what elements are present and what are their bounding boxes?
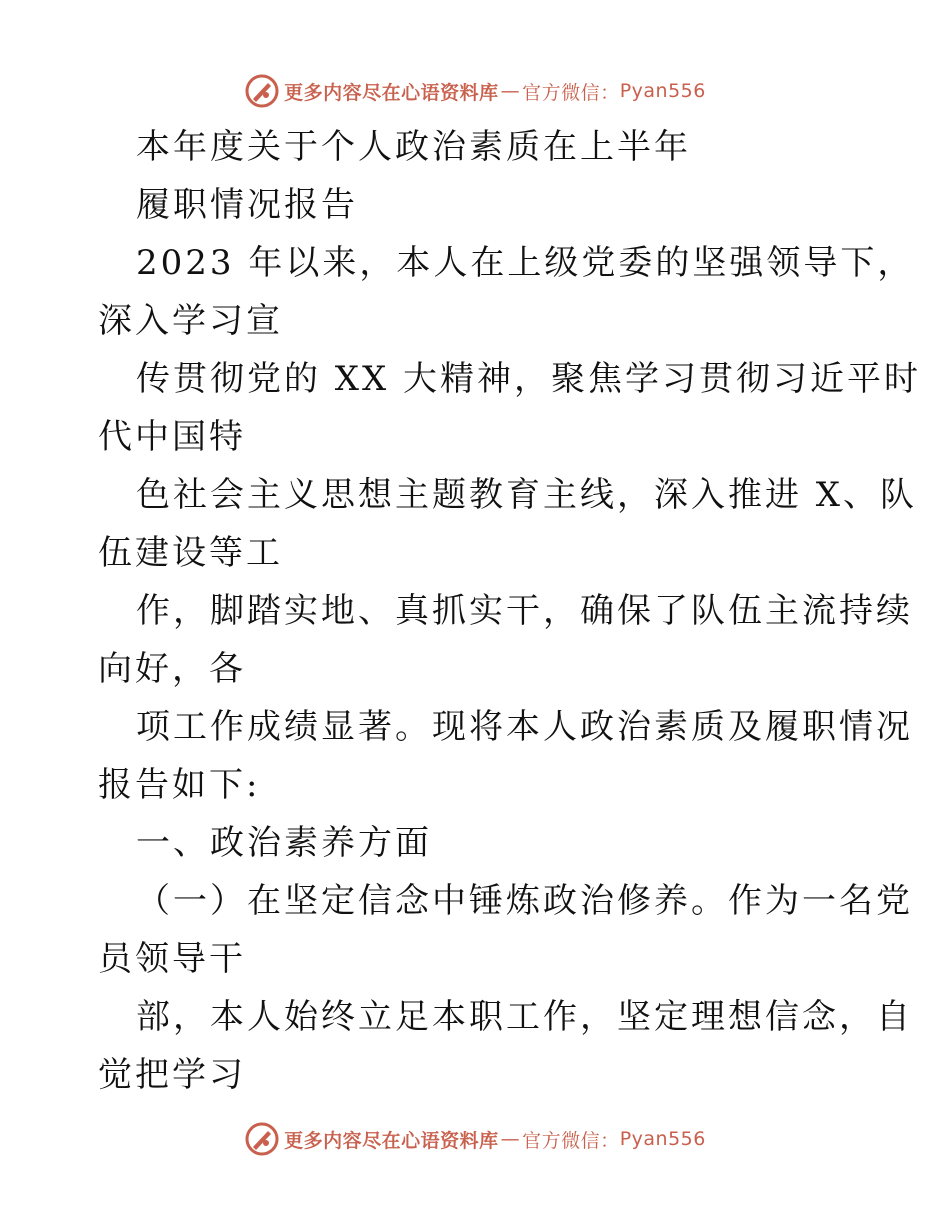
doc-line: 向好，各 [98, 649, 246, 689]
quill-logo-icon [244, 73, 280, 109]
section-heading: 一、政治素养方面 [136, 823, 432, 863]
watermark-prefix: 更多内容尽在心语资料库 [284, 1129, 499, 1152]
doc-line: 2023 年以来，本人在上级党委的坚强领导下， [136, 243, 915, 283]
doc-line: 履职情况报告 [136, 185, 358, 225]
quill-logo-icon [244, 1121, 280, 1157]
doc-line: 觉把学习 [98, 1055, 246, 1095]
doc-line: 项工作成绩显著。现将本人政治素质及履职情况 [136, 707, 913, 747]
watermark-suffix: 官方微信： [522, 1129, 620, 1152]
doc-line: 员领导干 [98, 939, 246, 979]
doc-line: 深入学习宣 [98, 301, 283, 341]
doc-line: 伍建设等工 [98, 533, 283, 573]
watermark-dash: — [500, 1128, 521, 1150]
doc-line: （一）在坚定信念中锤炼政治修养。作为一名党 [136, 881, 913, 921]
watermark-id: Pyan556 [619, 80, 706, 102]
watermark-id: Pyan556 [619, 1128, 706, 1150]
doc-line: 传贯彻党的 XX 大精神，聚焦学习贯彻习近平时 [136, 359, 922, 399]
header-watermark [0, 71, 950, 111]
watermark-suffix: 官方微信： [522, 81, 620, 104]
doc-line: 报告如下: [98, 765, 261, 805]
document-body [98, 118, 922, 1104]
footer-watermark [0, 1119, 950, 1159]
watermark-dash: — [500, 80, 521, 102]
doc-line: 代中国特 [98, 417, 246, 457]
doc-line: 部，本人始终立足本职工作，坚定理想信念，自 [136, 997, 913, 1037]
watermark-prefix: 更多内容尽在心语资料库 [284, 81, 499, 104]
doc-line: 作，脚踏实地、真抓实干，确保了队伍主流持续 [136, 591, 913, 631]
doc-line: 色社会主义思想主题教育主线，深入推进 X、队 [136, 475, 918, 515]
doc-line: 本年度关于个人政治素质在上半年 [136, 127, 691, 167]
